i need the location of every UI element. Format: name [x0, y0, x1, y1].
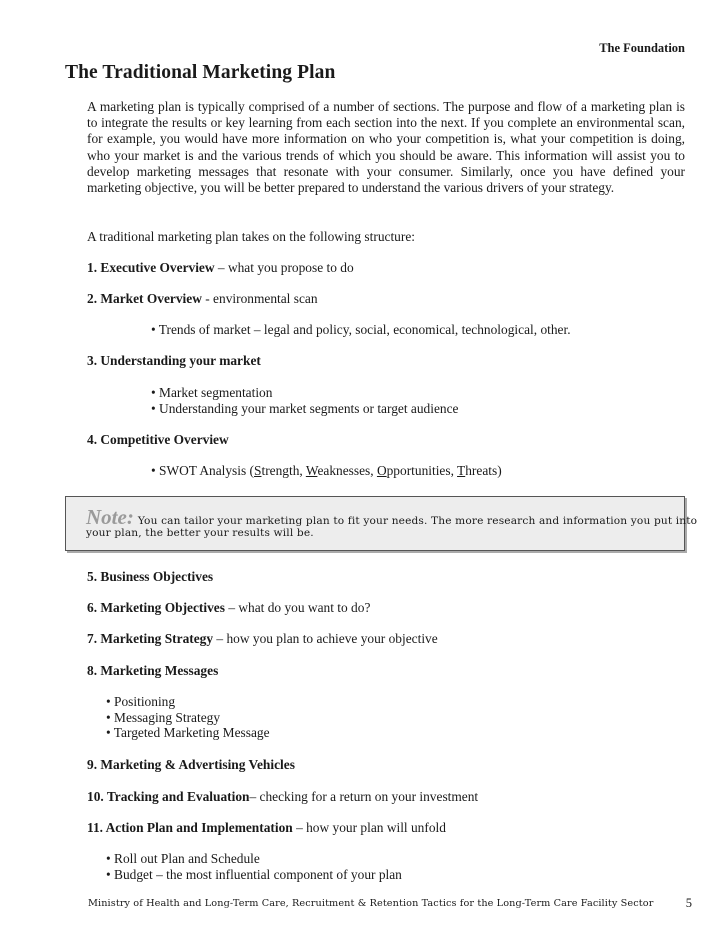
section-11 [87, 820, 446, 836]
section-11-desc: – how your plan will unfold [292, 820, 446, 835]
section-11-bullet-1: • Roll out Plan and Schedule [106, 851, 260, 866]
page-number: 5 [685, 896, 692, 910]
section-8-title: 8. Marketing Messages [87, 663, 219, 678]
section-6-desc: – what do you want to do? [224, 600, 371, 615]
section-8-bullet-1: • Positioning [106, 694, 176, 709]
section-6 [87, 600, 370, 616]
section-7-title: 7. Marketing Strategy [87, 631, 214, 646]
section-2-bullet: • Trends of market – legal and policy, social, economical, technological, other. [151, 322, 571, 337]
section-10-title: 10. Tracking and Evaluation [87, 789, 250, 804]
swot-o: O [376, 463, 387, 478]
section-4-bullet [151, 463, 502, 479]
section-3-bullet-1: • Market segmentation [151, 385, 273, 400]
page-title: The Traditional Marketing Plan [65, 62, 336, 83]
swot-w-rest: eaknesses, [317, 463, 377, 478]
section-11-bullet-2: • Budget – the most influential component of your plan [106, 867, 402, 882]
section-3-title: 3. Understanding your market [87, 353, 261, 368]
swot-t-rest: hreats) [465, 463, 502, 478]
section-1-desc: – what you propose to do [214, 260, 354, 275]
intro-paragraph: A marketing plan is typically comprised of a number of sections. The purpose and flow of a marketing plan is to integrate the results or key learning from each section into the next. If you complete an environmental scan, for example, you would have more information on who your competition is, what your competition is doing, who your market is and the various trends of which you should be aware. This information will assist you to develop marketing messages that resonate with your consumer. Similarly, once you have defined your marketing objective, you will be better prepared to understand the various drivers of your strategy. [87, 99, 685, 196]
section-2 [87, 291, 318, 307]
section-10-desc: – checking for a return on your investment [249, 789, 479, 804]
section-3-bullet-2: • Understanding your market segments or target audience [151, 401, 459, 416]
section-2-desc: - environmental scan [201, 291, 318, 306]
swot-s-rest: trength, [261, 463, 306, 478]
section-8-bullet-3: • Targeted Marketing Message [106, 725, 270, 740]
swot-w: W [305, 463, 318, 478]
section-4-title: 4. Competitive Overview [87, 432, 229, 447]
structure-lead: A traditional marketing plan takes on the following structure: [87, 229, 415, 244]
section-7-desc: – how you plan to achieve your objective [213, 631, 438, 646]
running-header: The Foundation [599, 41, 685, 55]
section-11-title: 11. Action Plan and Implementation [87, 820, 293, 835]
section-9-title: 9. Marketing & Advertising Vehicles [87, 757, 295, 772]
section-2-title: 2. Market Overview [87, 291, 202, 306]
note-text-2: your plan, the better your results will be. [86, 527, 314, 539]
swot-t: T [457, 463, 466, 478]
section-1 [87, 260, 354, 276]
section-7 [87, 631, 438, 647]
footer-text: Ministry of Health and Long-Term Care, Recruitment & Retention Tactics for the Long-Term Care Facility Sector [88, 898, 654, 909]
section-8-bullet-2: • Messaging Strategy [106, 710, 221, 725]
note-label: Note: [86, 505, 134, 529]
swot-s: S [254, 463, 262, 478]
note-box [65, 496, 698, 551]
section-6-title: 6. Marketing Objectives [87, 600, 225, 615]
swot-prefix: • SWOT Analysis ( [151, 463, 255, 478]
section-1-title: 1. Executive Overview [87, 260, 215, 275]
note-text-1: You can tailor your marketing plan to fit your needs. The more research and information you put into [137, 515, 698, 527]
swot-o-rest: pportunities, [386, 463, 458, 478]
section-10 [87, 789, 478, 805]
section-5-title: 5. Business Objectives [87, 569, 214, 584]
